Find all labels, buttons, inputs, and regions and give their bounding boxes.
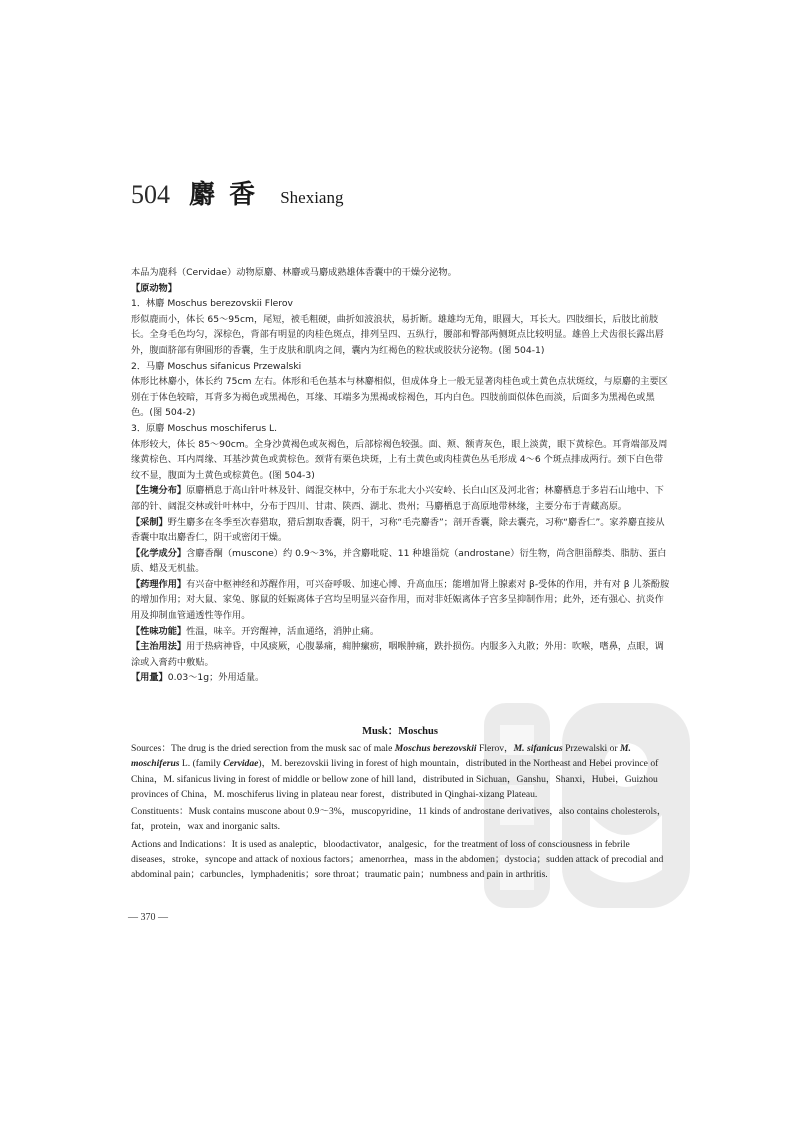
usage-paragraph (131, 639, 671, 670)
page-number: — 370 — (128, 912, 168, 923)
animal-1-text: 形似鹿而小，体长 65～95cm，尾短，被毛粗硬，曲折如波浪状，易折断。雄雄均无角，眼圆大，耳长大。四肢细长，后肢比前肢长。全身毛色均匀，深棕色，背部有明显的肉桂色斑点，排列呈四、五纵行，腰部和臀部两侧斑点比较明显。雄兽上犬齿很长露出唇外，腹面脐部有卵圆形的香囊，生于皮肤和肌肉之间，囊内为红褐色的粒状或胶状分泌物。(图 504-1) (131, 313, 664, 356)
sources-text-c: Flerov， (476, 743, 514, 754)
origin-heading: 【原动物】 (131, 282, 177, 294)
nature-text: 性温，味辛。开窍醒神，活血通络，消肿止痛。 (186, 625, 380, 637)
pharm-text: 有兴奋中枢神经和苏醒作用，可兴奋呼吸、加速心博、升高血压；能增加肾上腺素对 β-受体的作用，并有对 β 儿茶酚胺的增加作用；对大鼠、家兔、豚鼠的妊娠离体子宫均呈明显兴奋作用，而对非妊娠离体子宫多呈抑制作用；此外，还有强心、抗炎作用及抑制血管通透性等作用。 (131, 578, 670, 622)
chem-text: 含麝香酮（muscone）约 0.9～3%，并含麝吡啶、11 种雄甾烷（androstane）衍生物，尚含胆甾醇类、脂肪、蛋白质、蜡及无机盐。 (131, 547, 667, 575)
pharm-heading: 【药理作用】 (131, 578, 187, 590)
chem-paragraph (131, 546, 671, 577)
sources-text-a: Sources：The drug is the dried serection from the musk sac of male (131, 743, 395, 754)
entry-number: 504 (131, 180, 170, 209)
animal-3-text: 体形较大，体长 85～90cm。全身沙黄褐色或灰褐色，后部棕褐色较强。面、颊、额青灰色，眼上淡黄，眼下黄棕色。耳背端部及周缘黄棕色、耳内周缘、耳基沙黄色或黄棕色。颈背有栗色块斑，上有土黄色或肉桂黄色丛毛形成 4～6 个斑点排成两行。颈下白色带纹不显，腹面为土黄色或棕黄色。(图 504-3) (131, 438, 668, 481)
pharm-paragraph (131, 577, 671, 624)
entry-title-pinyin: Shexiang (280, 188, 344, 207)
english-sources (131, 741, 671, 802)
animal-2-text: 体形比林麝小，体长约 75cm 左右。体形和毛色基本与林麝相似，但成体身上一般无显著肉桂色或土黄色点状斑纹，与原麝的主要区别在于体色较暗，耳背多为褐色或黑褐色，耳缘、耳端多为黑褐或棕褐色，耳内白色。四肢前面似体色而淡，后面多为黑褐色或黑色。(图 504-2) (131, 376, 668, 419)
chem-heading: 【化学成分】 (131, 547, 187, 559)
nature-paragraph (131, 624, 671, 640)
dose-heading: 【用量】 (131, 672, 168, 684)
chinese-description (131, 265, 671, 686)
animal-2-title: 2．马麝 Moschus sifanicus Przewalski (131, 360, 302, 372)
sources-species-3: M. moschiferus (131, 743, 631, 770)
usage-text: 用于热病神昏，中风痰厥，心腹暴痛，痈肿瘰疬，咽喉肿痛，跌扑损伤。内服多入丸散；外用：吹喉，嗜鼻，点眼，调涂或入膏药中敷贴。 (131, 641, 664, 668)
habitat-text: 原麝栖息于高山针叶林及针、阔混交林中，分布于东北大小兴安岭、长白山区及河北省；林麝栖息于多岩石山地中、下部的针、阔混交林或针叶林中，分布于四川、甘肃、陕西、湖北、贵州；马麝栖息于高原地带林缘，主要分布于青藏高原。 (131, 485, 664, 512)
sources-species-2: M. sifanicus (513, 743, 563, 754)
collect-text: 野生麝多在冬季至次春猎取，猎后割取香囊，阴干，习称“毛壳麝香”；剖开香囊，除去囊壳，习称“麝香仁”。家养麝直接从香囊中取出麝香仁，阴干或密闭干燥。 (131, 516, 665, 544)
collect-heading: 【采制】 (131, 516, 168, 528)
habitat-heading: 【生境分布】 (131, 485, 187, 497)
entry-heading (131, 174, 343, 214)
sources-species-1: Moschus berezovskii (394, 743, 477, 754)
nature-heading: 【性味功能】 (131, 625, 187, 637)
entry-title-chinese: 麝香 (189, 180, 270, 210)
english-actions: Actions and Indications：It is used as analeptic，bloodactivator，analgesic，for the treatment of loss of consciousness in febrile diseases，stroke，syncope and attack of noxious factors；amenorrhea，mass in the abdomen；dystocia；sudden attack of precodial and abdominal pain；carbuncles，lymphadenitis；sore throat；traumatic pain；numbness and pain in arthritis. (131, 838, 664, 881)
sources-family: Cervidae (223, 758, 259, 770)
intro-paragraph: 本品为鹿科（Cervidae）动物原麝、林麝或马麝成熟雄体香囊中的干燥分泌物。 (131, 267, 457, 278)
sources-text-i: )，M. berezovskii living in forest of high mountain，distributed in the Northeast and Hebei province of China，M. sifanicus living in forest of middle or bellow zone of hill land，distributed in Sichuan，Ganshu，Shanxi，Hubei，Guizhou provinces of China，M. moschiferus living in plateau near forest，distributed in Qinghai-xizang Plateau. (131, 758, 659, 800)
sources-text-g: L. (family (179, 758, 224, 770)
english-title: Musk：Moschus (362, 726, 438, 737)
dose-text: 0.03～1g；外用适量。 (167, 672, 265, 684)
animal-1-title: 1．林麝 Moschus berezovskii Flerov (131, 298, 293, 310)
sources-text-e: Przewalski or (562, 743, 620, 754)
dose-paragraph (131, 670, 671, 686)
usage-heading: 【主治用法】 (131, 641, 187, 653)
english-constituents: Constituents：Musk contains muscone about 0.9～3%，muscopyridine，11 kinds of androstane derivatives，also contains cholesterols，fat，protein，wax and inorganic salts. (131, 806, 667, 833)
english-description (131, 741, 671, 883)
collect-paragraph (131, 515, 671, 546)
animal-3-title: 3．原麝 Moschus moschiferus L. (131, 422, 278, 434)
habitat-paragraph (131, 483, 671, 514)
